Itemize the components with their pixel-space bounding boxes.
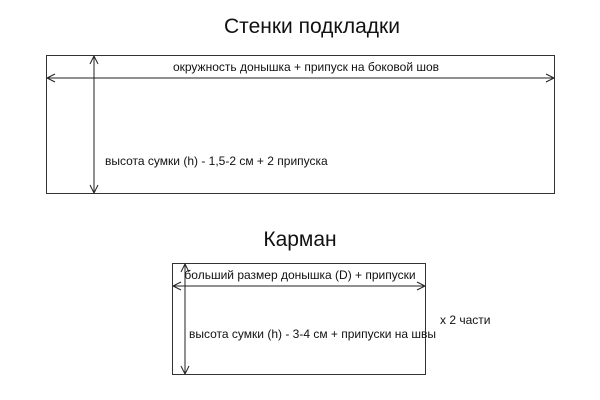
lining-walls-panel	[47, 56, 555, 194]
lining-walls-section	[47, 15, 555, 194]
lining-walls-width-dimension	[47, 74, 554, 82]
lining-walls-height-label: высота сумки (h) - 1,5-2 см + 2 припуска	[105, 154, 328, 168]
pocket-height-label: высота сумки (h) - 3-4 см + припуски на швы	[189, 327, 437, 341]
pocket-title: Карман	[263, 228, 337, 251]
pocket-width-dimension	[173, 282, 425, 290]
pocket-section	[173, 228, 491, 375]
lining-walls-title: Стенки подкладки	[224, 15, 400, 38]
lining-walls-width-label: окружность донышка + припуск на боковой шов	[172, 60, 440, 74]
pocket-width-label: больший размер донышка (D) + припуски	[184, 268, 416, 282]
lining-walls-height-dimension	[90, 56, 98, 193]
pocket-quantity-label: x 2 части	[440, 313, 491, 327]
